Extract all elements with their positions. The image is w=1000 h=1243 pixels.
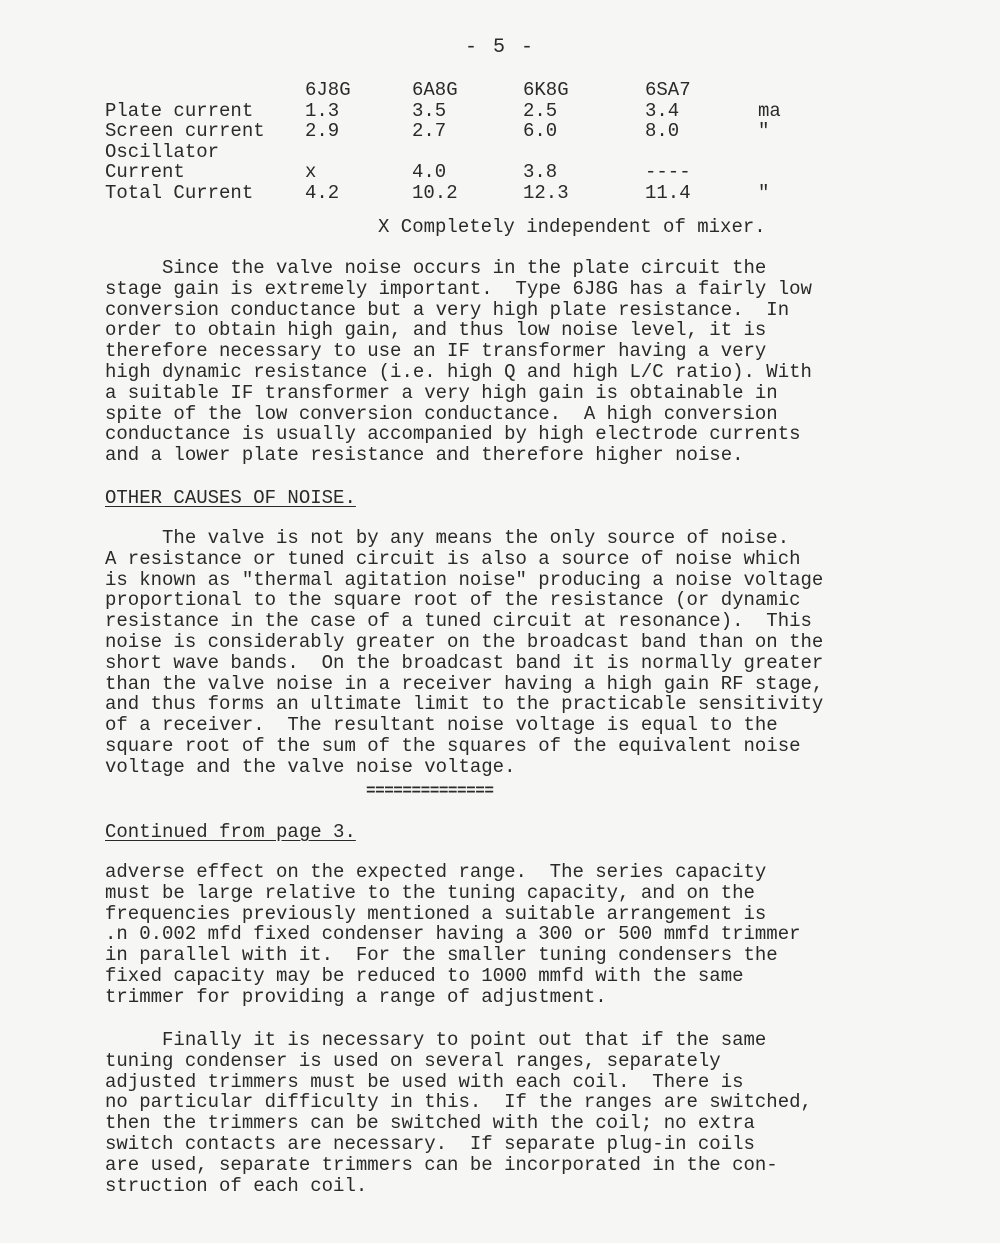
table-cell: Current bbox=[105, 161, 185, 183]
table-header-cell: 6J8G bbox=[305, 79, 351, 101]
table-row bbox=[105, 101, 905, 122]
table-row bbox=[105, 142, 905, 163]
paragraph-trimmers: Finally it is necessary to point out that if the same tuning condenser is used on several ranges, separately adjusted trimmers must be used with each coil. There is no particular difficulty in this. If the ranges are switched, then the trimmers can be switched with the coil; no extra switch contacts are necessary. If separate plug-in coils are used, separate trimmers can be incorporated in the con- struction of each coil. bbox=[105, 1029, 812, 1197]
table-cell: 3.5 bbox=[412, 99, 447, 122]
table-cell: 2.7 bbox=[412, 120, 447, 142]
section-heading-continued: Continued from page 3. bbox=[105, 821, 356, 843]
table-cell: 12.3 bbox=[523, 181, 569, 204]
table-header-row bbox=[105, 80, 905, 101]
table-cell: 3.4 bbox=[645, 99, 680, 122]
table-row bbox=[105, 162, 905, 183]
table-cell: x bbox=[305, 161, 317, 183]
paragraph-valve-noise: Since the valve noise occurs in the plate circuit the stage gain is extremely important. Type 6J8G has a fairly low conversion conductance but a very high plate resistance. In order to obtain high gain, and thus low noise level, it is therefore necessary to use an IF transformer having a very high dynamic resistance (i.e. high Q and high L/C ratio). With a suitable IF transformer a very high gain is obtainable in spite of the low conversion conductance. A high conversion conductance is usually accompanied by high electrode currents and a lower plate resistance and therefore higher noise. bbox=[105, 257, 812, 467]
table-cell: 4.0 bbox=[412, 161, 447, 183]
table-cell: " bbox=[758, 120, 770, 142]
table-row bbox=[105, 121, 905, 142]
table-cell: 11.4 bbox=[645, 181, 691, 204]
table-cell: 2.9 bbox=[305, 120, 340, 142]
table-cell: 1.3 bbox=[305, 99, 340, 122]
table-cell: 4.2 bbox=[305, 181, 340, 204]
paragraph-series-capacity: adverse effect on the expected range. The series capacity must be large relative to the tuning capacity, and on the frequencies previously mentioned a suitable arrangement is .n 0.002 mfd fixed condenser having a 300 or 500 mmfd trimmer in parallel with it. For the smaller tuning condensers the fixed capacity may be reduced to 1000 mmfd with the same trimmer for providing a range of adjustment. bbox=[105, 861, 801, 1008]
table-cell: ma bbox=[758, 99, 781, 122]
table-cell: " bbox=[758, 181, 770, 204]
table-cell: 10.2 bbox=[412, 181, 458, 204]
table-cell: 8.0 bbox=[645, 120, 680, 142]
table-header-cell: 6K8G bbox=[523, 79, 569, 101]
valve-current-table bbox=[105, 80, 905, 203]
table-cell: ---- bbox=[645, 161, 691, 183]
table-cell: Plate current bbox=[105, 99, 254, 122]
table-cell: 6.0 bbox=[523, 120, 558, 142]
table-cell: Screen current bbox=[105, 120, 265, 142]
table-cell: Oscillator bbox=[105, 140, 220, 163]
table-cell: 2.5 bbox=[523, 99, 558, 122]
section-heading-other-causes: OTHER CAUSES OF NOISE. bbox=[105, 487, 356, 509]
paragraph-thermal-noise: The valve is not by any means the only source of noise. A resistance or tuned circuit is also a source of noise which is known as "thermal agitation noise" producing a noise voltage proportional to the square root of the resistance (or dynamic resistance in the case of a tuned circuit at resonance). This noise is considerably greater on the broadcast band than on the short wave bands. On the broadcast band it is normally greater than the valve noise in a receiver having a high gain RF stage, and thus forms an ultimate limit to the practicable sensitivity of a receiver. The resultant noise voltage is equal to the square root of the sum of the squares of the equivalent noise voltage and the valve noise voltage. bbox=[105, 527, 824, 778]
table-header-cell: 6SA7 bbox=[645, 79, 691, 101]
table-cell: 3.8 bbox=[523, 161, 558, 183]
table-footnote: X Completely independent of mixer. bbox=[378, 216, 766, 238]
table-cell: Total Current bbox=[105, 181, 254, 204]
page-number: - 5 - bbox=[464, 36, 535, 59]
table-row bbox=[105, 183, 905, 204]
section-divider: ============== bbox=[366, 782, 494, 800]
table-header-cell: 6A8G bbox=[412, 79, 458, 101]
